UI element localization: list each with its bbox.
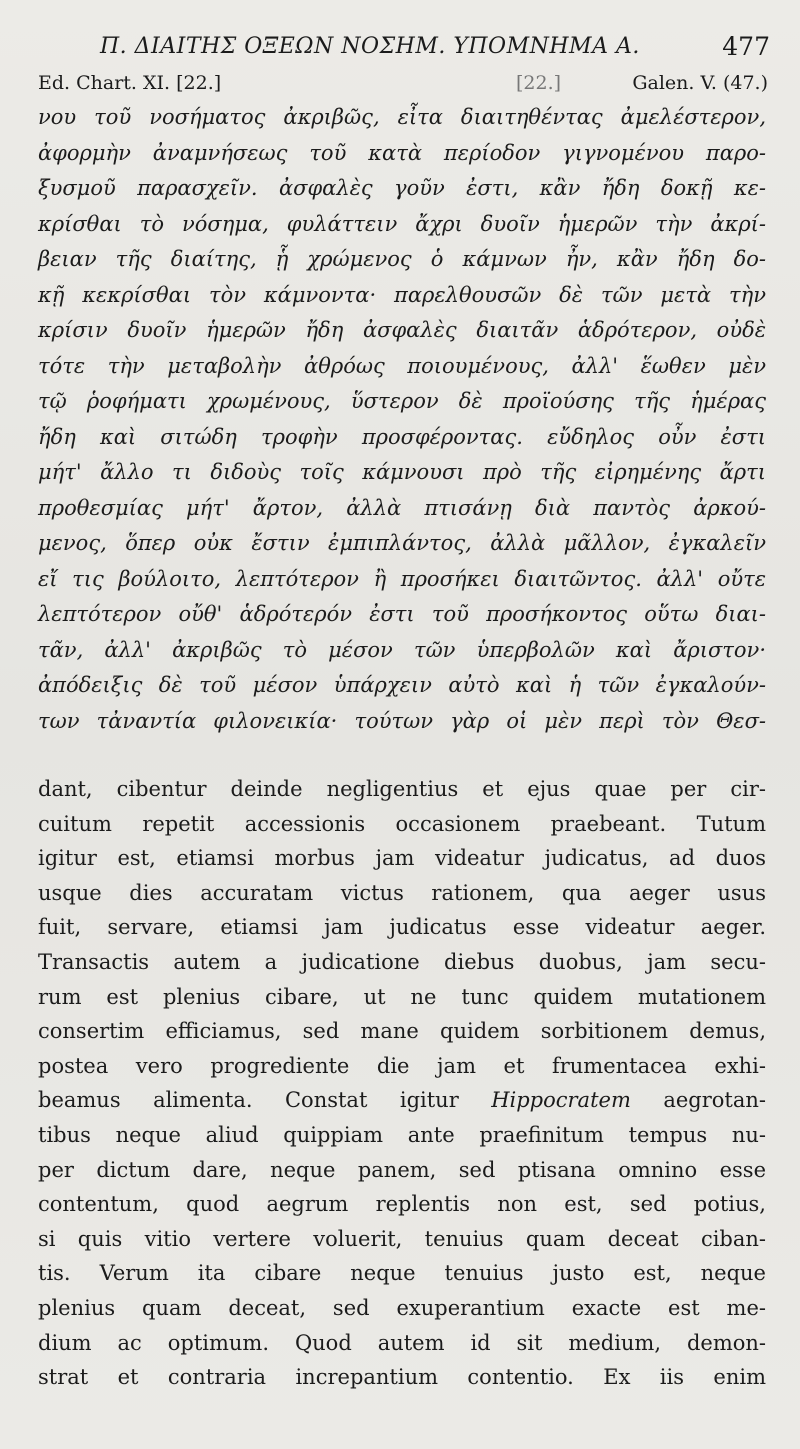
- latin-text-line: contentum, quod aegrum replentis non est, sed potius,: [38, 1192, 766, 1217]
- latin-text-line: consertim efficiamus, sed mane quidem sorbitionem demus,: [38, 1019, 766, 1044]
- greek-text-line: ἀφορμὴν ἀναμνήσεως τοῦ κατὰ περίοδον γιγνομένου παρο-: [38, 140, 766, 165]
- greek-text-block: [38, 100, 766, 739]
- latin-text-line: tibus neque aliud quippiam ante praefinitum tempus nu-: [38, 1122, 766, 1147]
- edition-galen-ref: Galen. V. (47.): [632, 72, 768, 94]
- latin-text-line: per dictum dare, neque panem, sed ptisana omnino esse: [38, 1157, 766, 1182]
- running-title: Π. ΔΙΑΙΤΗΣ ΟΞΕΩΝ ΝΟΣΗΜ. ΥΠΟΜΝΗΜΑ Α.: [100, 34, 640, 59]
- running-head: [100, 26, 770, 66]
- greek-text-line: νου τοῦ νοσήματος ἀκριβῶς, εἶτα διαιτηθέντας ἀμελέστερον,: [38, 105, 766, 129]
- latin-text-line: dant, cibentur deinde negligentius et ejus quae per cir-: [38, 777, 766, 801]
- greek-text-line: ξυσμοῦ παρασχεῖν. ἀσφαλὲς γοῦν ἐστι, κἂν ἤδη δοκῇ κε-: [38, 176, 766, 200]
- greek-text-line: τῷ ῥοφήματι χρωμένους, ὕστερον δὲ προϊούσης τῆς ἡμέρας: [38, 389, 766, 413]
- greek-text-line: εἴ τις βούλοιτο, λεπτότερον ἢ προσήκει διαιτῶντος. ἀλλ' οὔτε: [38, 566, 766, 591]
- greek-text-line: μενος, ὅπερ οὐκ ἔστιν ἐμπιπλάντος, ἀλλὰ μᾶλλον, ἐγκαλεῖν: [38, 531, 766, 555]
- greek-text-line: βειαν τῆς διαίτης, ᾗ χρώμενος ὁ κάμνων ἦν, κἂν ἤδη δο-: [38, 247, 766, 271]
- greek-text-line: κῇ κεκρίσθαι τὸν κάμνοντα· παρελθουσῶν δὲ τῶν μετὰ τὴν: [38, 282, 766, 307]
- greek-text-line: κρίσιν δυοῖν ἡμερῶν ἤδη ἀσφαλὲς διαιτᾶν ἁδρότερον, οὐδὲ: [38, 318, 766, 342]
- latin-text-line: tis. Verum ita cibare neque tenuius justo est, neque: [38, 1261, 766, 1286]
- page-number: 477: [722, 32, 770, 61]
- latin-text-line: fuit, servare, etiamsi jam judicatus esse videatur aeger.: [38, 915, 766, 940]
- greek-text-line: μήτ' ἄλλο τι διδοὺς τοῖς κάμνουσι πρὸ τῆς εἰρημένης ἄρτι: [38, 460, 766, 484]
- greek-text-line: των τἀναντία φιλονεικία· τούτων γὰρ οἱ μὲν περὶ τὸν Θεσ-: [38, 708, 766, 733]
- italic-name: Hippocratem: [491, 1088, 631, 1113]
- latin-text-line: si quis vitio vertere voluerit, tenuius quam deceat ciban-: [38, 1226, 766, 1251]
- greek-text-line: τᾶν, ἀλλ' ἀκριβῶς τὸ μέσον τῶν ὑπερβολῶν καὶ ἄριστον·: [38, 637, 766, 662]
- greek-text-line: τότε τὴν μεταβολὴν ἀθρόως ποιουμένους, ἀλλ' ἕωθεν μὲν: [38, 353, 766, 378]
- latin-text-line: beamus alimenta. Constat igitur Hippocratem aegrotan-: [38, 1088, 766, 1113]
- latin-text-line: rum est plenius cibare, ut ne tunc quidem mutationem: [38, 984, 766, 1009]
- greek-text-line: προθεσμίας μήτ' ἄρτον, ἀλλὰ πτισάνῃ διὰ παντὸς ἀρκού-: [38, 495, 766, 520]
- latin-text-line: postea vero progrediente die jam et frumentacea exhi-: [38, 1053, 766, 1078]
- edition-chartier-ref: Ed. Chart. XI. [22.]: [38, 72, 222, 94]
- edition-faded-ref: [22.]: [516, 72, 562, 94]
- greek-text-line: ἀπόδειξις δὲ τοῦ μέσον ὑπάρχειν αὐτὸ καὶ ἡ τῶν ἐγκαλούν-: [38, 673, 766, 697]
- latin-text-line: Transactis autem a judicatione diebus duobus, jam secu-: [38, 949, 766, 974]
- latin-text-line: usque dies accuratam victus rationem, qua aeger usus: [38, 880, 766, 905]
- latin-text-line: dium ac optimum. Quod autem id sit medium, demon-: [38, 1330, 766, 1355]
- latin-text-line: cuitum repetit accessionis occasionem praebeant. Tutum: [38, 811, 766, 836]
- greek-text-line: κρίσθαι τὸ νόσημα, φυλάττειν ἄχρι δυοῖν ἡμερῶν τὴν ἀκρί-: [38, 211, 766, 236]
- latin-text-block: [38, 772, 766, 1395]
- greek-text-line: ἤδη καὶ σιτώδη τροφὴν προσφέροντας. εὔδηλος οὖν ἐστι: [38, 424, 766, 449]
- edition-reference-line: [38, 72, 768, 98]
- latin-text-line: igitur est, etiamsi morbus jam videatur judicatus, ad duos: [38, 846, 766, 871]
- greek-text-line: λεπτότερον οὔθ' ἁδρότερόν ἐστι τοῦ προσήκοντος οὕτω διαι-: [38, 602, 766, 626]
- latin-text-line: strat et contraria increpantium contentio. Ex iis enim: [38, 1365, 766, 1390]
- latin-text-line: plenius quam deceat, sed exuperantium exacte est me-: [38, 1295, 766, 1320]
